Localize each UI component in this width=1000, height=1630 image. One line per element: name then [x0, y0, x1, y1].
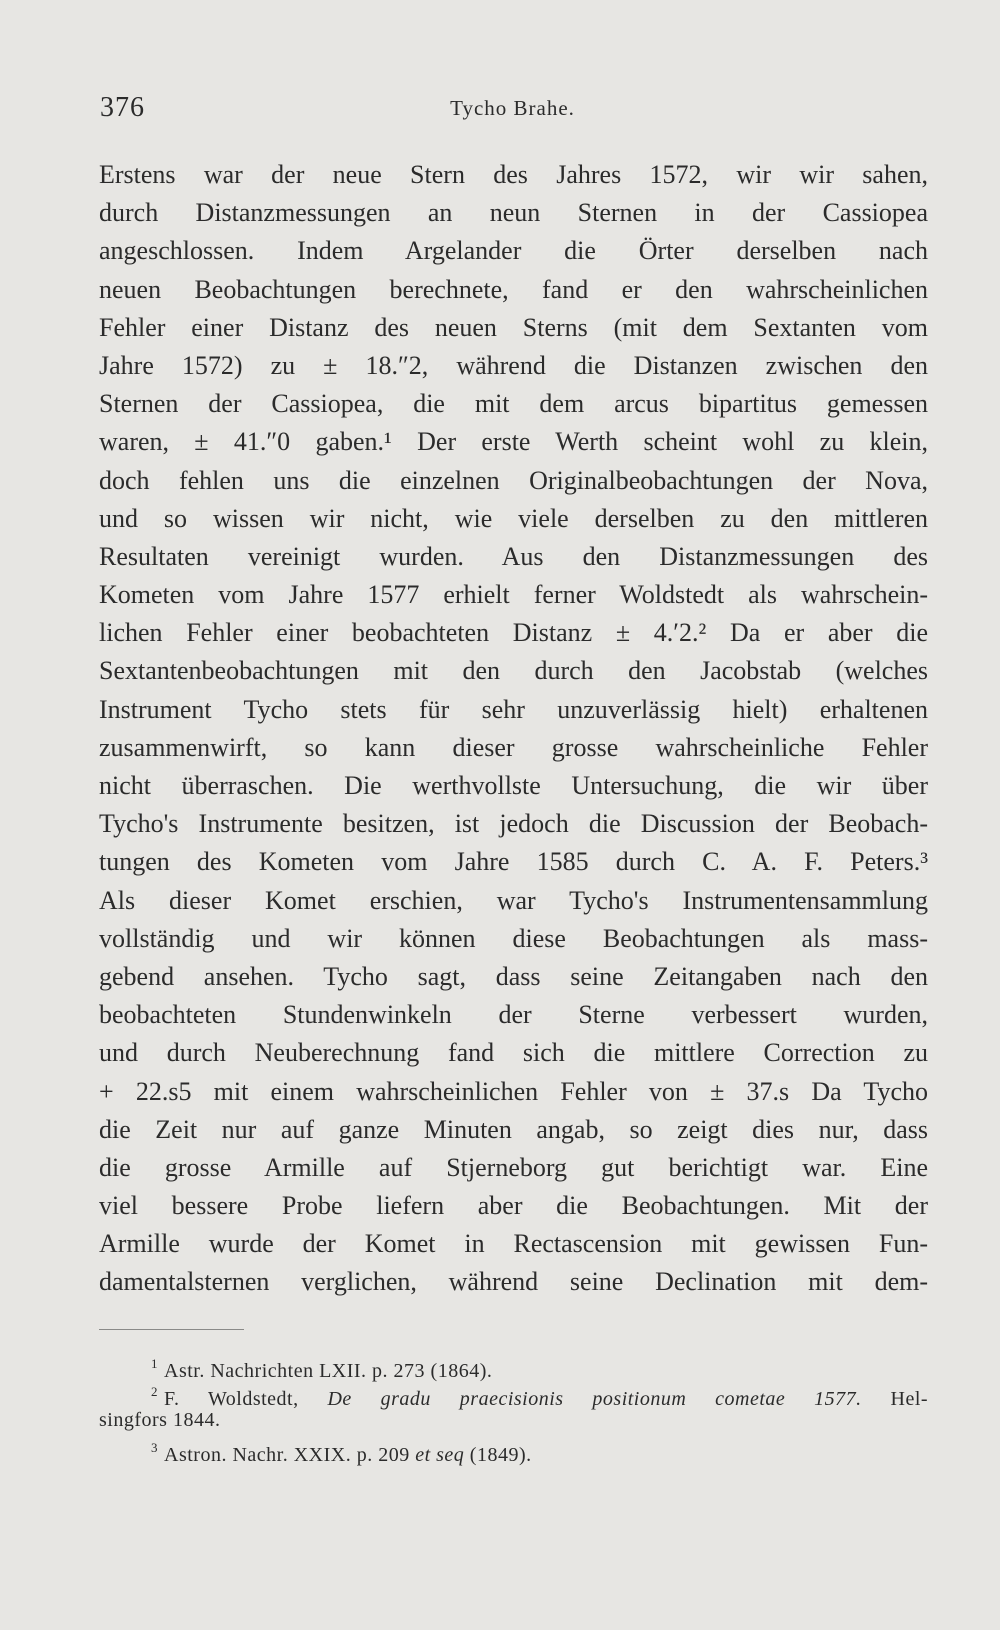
page-header — [100, 92, 925, 132]
text-line: doch fehlen uns die einzelnen Originalbeobachtungen der Nova, — [99, 465, 928, 495]
footnote-text: (1849). — [469, 1444, 532, 1466]
text-line: Tycho's Instrumente besitzen, ist jedoch die Discussion der Beobach- — [99, 809, 928, 839]
text-line: gebend ansehen. Tycho sagt, dass seine Zeitangaben nach den — [99, 961, 928, 991]
text-line: beobachteten Stundenwinkeln der Sterne verbessert wurden, — [99, 1000, 928, 1030]
footnote-marker: 3 — [151, 1440, 158, 1455]
text-line: die grosse Armille auf Stjerneborg gut berichtigt war. Eine — [99, 1152, 928, 1182]
text-line: viel bessere Probe liefern aber die Beobachtungen. Mit der — [99, 1191, 928, 1221]
text-line: und so wissen wir nicht, wie viele derselben zu den mittleren — [99, 503, 928, 533]
text-line: die Zeit nur auf ganze Minuten angab, so zeigt dies nur, dass — [99, 1114, 928, 1144]
body-text — [99, 156, 928, 1302]
text-line: tungen des Kometen vom Jahre 1585 durch C. A. F. Peters.³ — [99, 847, 928, 877]
text-line: lichen Fehler einer beobachteten Distanz ± 4.′2.² Da er aber die — [99, 618, 928, 648]
text-line: Armille wurde der Komet in Rectascension mit gewissen Fun- — [99, 1229, 928, 1259]
footnote-2-continuation: singfors 1844. — [99, 1409, 221, 1431]
footnote-title: De gradu praecisionis positionum cometae 1577. — [327, 1388, 862, 1410]
text-line: Erstens war der neue Stern des Jahres 1572, wir wir sahen, — [99, 160, 928, 189]
text-line: Sternen der Cassiopea, die mit dem arcus bipartitus gemessen — [99, 389, 928, 419]
text-line: Kometen vom Jahre 1577 erhielt ferner Woldstedt als wahrschein- — [99, 580, 928, 610]
footnote-marker: 1 — [151, 1356, 158, 1371]
footnote-italic: et seq — [415, 1444, 465, 1466]
footnotes — [99, 1350, 929, 1466]
text-line: vollständig und wir können diese Beobachtungen als mass- — [99, 923, 928, 953]
text-line: + 22.s5 mit einem wahrscheinlichen Fehler von ± 37.s Da Tycho — [99, 1076, 928, 1106]
text-line: nicht überraschen. Die werthvollste Untersuchung, die wir über — [99, 771, 928, 800]
footnote-1 — [99, 1350, 928, 1382]
page-number: 376 — [100, 92, 145, 123]
footnote-2 — [99, 1378, 929, 1410]
footnote-3 — [99, 1434, 928, 1466]
footnote-text: Astron. Nachr. XXIX. p. 209 — [164, 1444, 410, 1466]
text-line: durch Distanzmessungen an neun Sternen in der Cassiopea — [99, 198, 928, 228]
footnote-text: Astr. Nachrichten LXII. p. 273 (1864). — [164, 1360, 493, 1382]
text-line: Instrument Tycho stets für sehr unzuverlässig hielt) erhaltenen — [99, 694, 928, 724]
text-line: waren, ± 41.″0 gaben.¹ Der erste Werth scheint wohl zu klein, — [99, 427, 928, 457]
text-line: Fehler einer Distanz des neuen Sterns (mit dem Sextanten vom — [99, 312, 928, 342]
running-head: Tycho Brahe. — [450, 96, 575, 120]
footnote-separator — [99, 1329, 244, 1330]
footnote-text: Hel- — [890, 1388, 929, 1410]
text-line: Als dieser Komet erschien, war Tycho's Instrumentensammlung — [99, 885, 928, 915]
text-line: Sextantenbeobachtungen mit den durch den Jacobstab (welches — [99, 656, 928, 686]
text-line: Resultaten vereinigt wurden. Aus den Distanzmessungen des — [99, 541, 928, 571]
text-line: und durch Neuberechnung fand sich die mittlere Correction zu — [99, 1038, 928, 1068]
text-line: angeschlossen. Indem Argelander die Örter derselben nach — [99, 236, 928, 266]
footnote-author: F. Woldstedt, — [164, 1388, 299, 1410]
footnote-marker: 2 — [151, 1384, 158, 1399]
text-line: zusammenwirft, so kann dieser grosse wahrscheinliche Fehler — [99, 732, 928, 762]
text-line: neuen Beobachtungen berechnete, fand er den wahrscheinlichen — [99, 274, 928, 304]
text-line: Jahre 1572) zu ± 18.″2, während die Distanzen zwischen den — [99, 350, 928, 380]
text-line: damentalsternen verglichen, während seine Declination mit dem- — [99, 1267, 928, 1297]
